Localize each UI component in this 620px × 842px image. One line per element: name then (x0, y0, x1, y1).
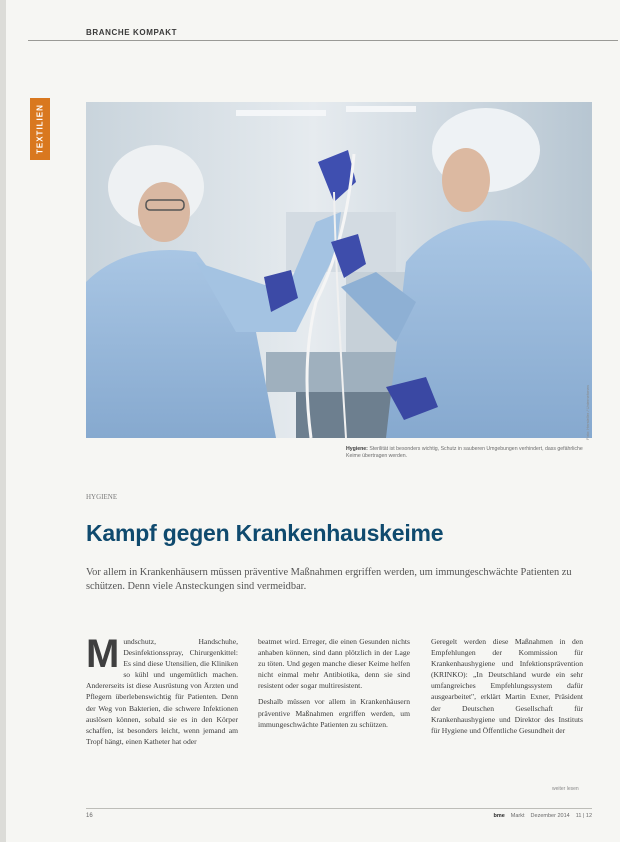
article-column-2 (258, 636, 410, 796)
page-edge (0, 0, 6, 842)
article-column-1 (86, 636, 238, 796)
article-title: Kampf gegen Krankenhauskeime (86, 520, 444, 546)
photo-caption (346, 446, 592, 460)
column-2-paragraph-1: beatmet wird. Erreger, die einen Gesunden nichts anhaben können, sind dann plötzlich in der Lage zu töten. Und gegen manche dieser Keime helfen nicht einmal mehr Antibiotika, denn sie sind resistent oder sogar multiresistent. (258, 637, 410, 691)
side-tab-label: TEXTILIEN (35, 104, 45, 154)
cleanroom-photo (86, 102, 592, 438)
photo-credit: Foto: Hersteller / Unternehmen (585, 385, 590, 440)
footer-magazine: Markt (510, 813, 525, 819)
continue-link[interactable]: weiter lesen (552, 786, 579, 792)
photo-illustration (86, 102, 592, 438)
column-3-text: Geregelt werden diese Maßnahmen in den Empfehlungen der Kommission für Krankenhaushygiene und Infektionsprävention (KRINKO): „In Deutschland wurde ein sehr umfangreiches Empfehlungssystem dafür ausgearbeitet", erklärt Martin Exner, Präsident der Deutschen Gesellschaft für Krankenhaushygiene und Direktor des Instituts für Hygiene und Öffentliche Gesundheit der (431, 637, 583, 735)
column-1-text: undschutz, Handschuhe, Desinfektionsspray, Chirurgenkittel: Es sind diese Utensilien, die Kliniken so kühl und ungemütlich machen. Andererseits ist diese Ausrüstung von Ärzten und Pflegern überlebenswichtig für Patienten. Denn der Weg von Bakterien, die schwere Infektionen auslösen können, sobald sie es in den Körper schaffen, ist besonders leicht, wenn jemand am Tropf hängt, einen Katheter hat oder (86, 637, 238, 746)
section-label: BRANCHE KOMPAKT (86, 28, 178, 37)
caption-bold: Hygiene: (346, 446, 368, 452)
dropcap: M (86, 636, 120, 676)
article-lead: Vor allem in Krankenhäusern müssen präventive Maßnahmen ergriffen werden, um immungeschwächte Patienten zu schützen. Denn viele Ansteckungen sind vermeidbar. (86, 567, 572, 592)
footer-info (430, 813, 592, 819)
column-2-paragraph-2: Deshalb müssen vor allem in Krankenhäusern präventive Maßnahmen ergriffen werden, um immungeschwächte Patienten zu schützen. (258, 697, 410, 729)
footer-issue: Dezember 2014 (530, 813, 570, 819)
footer-brand: bme (493, 813, 505, 819)
article-column-3 (431, 636, 583, 796)
footer-rule (86, 808, 592, 809)
article-kicker: HYGIENE (86, 493, 118, 501)
footer-extra: 11 | 12 (575, 813, 592, 819)
header-rule (28, 40, 618, 41)
page-number: 16 (86, 813, 93, 819)
caption-text: Sterilität ist besonders wichtig, Schutz in sauberen Umgebungen verhindert, dass gefährliche Keime übertragen werden. (346, 446, 583, 459)
